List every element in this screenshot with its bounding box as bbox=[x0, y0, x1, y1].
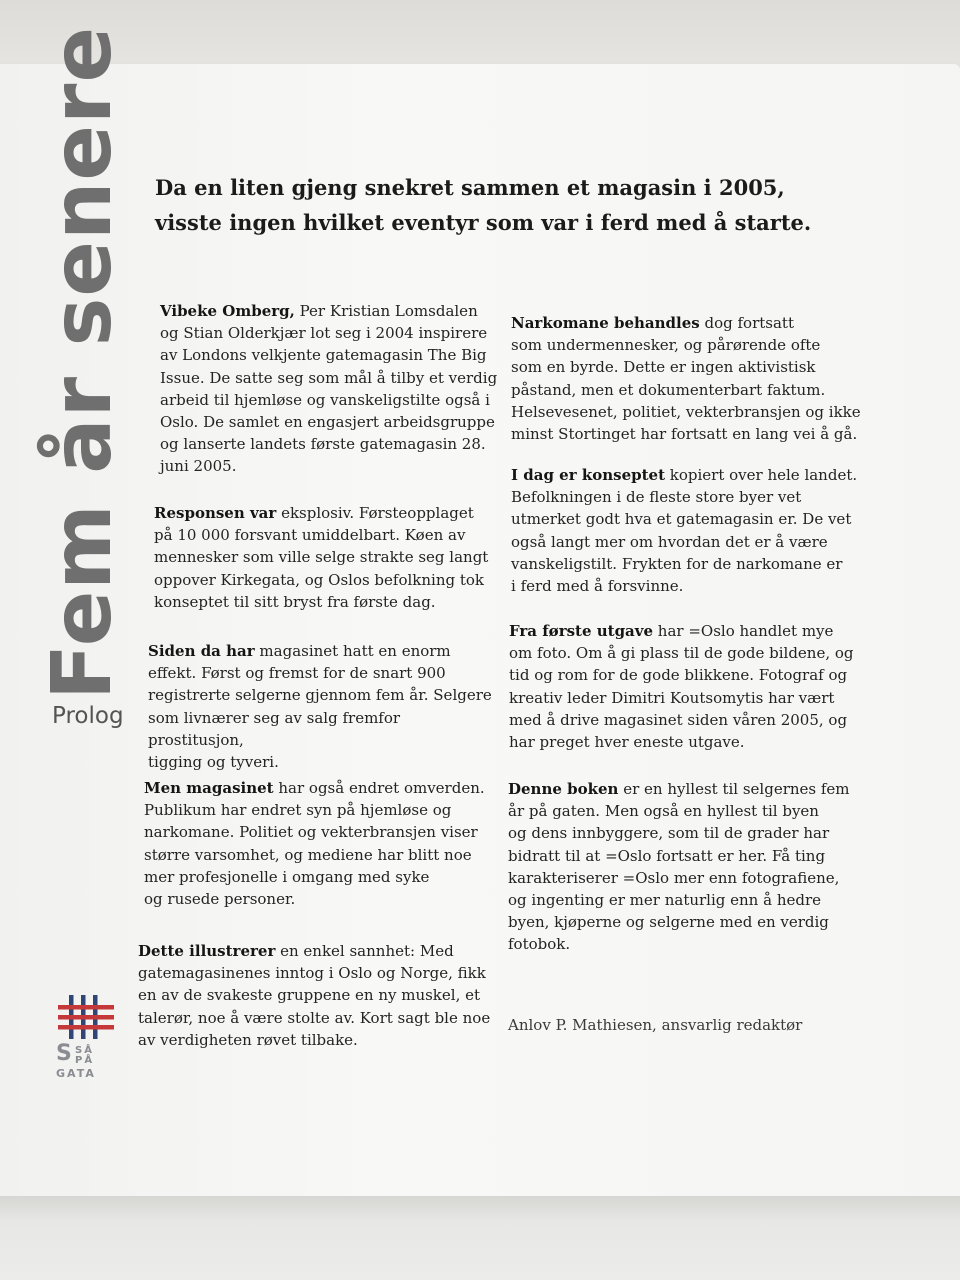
left-paragraph-2: Responsen var eksplosiv. Førsteopplaget på 10 000 forsvant umiddelbart. Køen av mennesker som ville selge strakte seg langt oppover Kirkegata, og Oslos befolkning tok konseptet til sitt bryst fra første dag. bbox=[154, 504, 489, 611]
paragraph-lead: Responsen var bbox=[154, 504, 277, 522]
right-paragraph-2: I dag er konseptet kopiert over hele landet. Befolkningen i de fleste store byer vet utmerket godt hva et gatemagasin er. De vet også langt mer om hvordan det er å være vanskeligstilt. Frykten for de narkomane er i ferd med å forsvinne. bbox=[511, 466, 858, 596]
vertical-title: Fem år senere bbox=[35, 25, 130, 700]
left-paragraph-3: Siden da har magasinet hatt en enorm effekt. Først og fremst for de snart 900 registrerte selgerne gjennom fem år. Selgere som livnærer seg av salg fremfor prostitusjon, tigging og tyveri. bbox=[148, 642, 492, 772]
left-paragraph-1: Vibeke Omberg, Per Kristian Lomsdalen og Stian Olderkjær lot seg i 2004 inspirere av Londons velkjente gatemagasin The Big Issue. De satte seg som mål å tilby et verdig arbeid til hjemløse og vanskeligstilte også i Oslo. De samlet en engasjert arbeidsgruppe og lanserte landets første gatemagasin 28. juni 2005. bbox=[160, 302, 498, 476]
paragraph-lead: Narkomane behandles bbox=[511, 314, 700, 332]
logo-text: PÅ bbox=[75, 1055, 95, 1066]
hash-mark bbox=[58, 995, 114, 1039]
intro-heading bbox=[155, 170, 845, 240]
page-edge bbox=[0, 1196, 960, 1280]
paragraph-lead: Vibeke Omberg, bbox=[160, 302, 295, 320]
intro-line: visste ingen hvilket eventyr som var i ferd med å starte. bbox=[155, 210, 812, 235]
right-paragraph-1: Narkomane behandles dog fortsatt som undermennesker, og pårørende ofte som en byrde. Dette er ingen aktivistisk påstand, men et dokumenterbart faktum. Helsevesenet, politiet, vekterbransjen og ikke minst Stortinget har fortsatt en lang vei å gå. bbox=[511, 314, 861, 444]
logo-text: SÅ bbox=[75, 1045, 94, 1056]
logo-letter-s: S bbox=[56, 1041, 72, 1066]
right-paragraph-4: Denne boken er en hyllest til selgernes fem år på gaten. Men også en hyllest til byen og dens innbyggere, som til de grader har bidratt til at =Oslo fortsatt er her. Få ting karakteriserer =Oslo mer enn fotografiene, og ingenting er mer naturlig enn å hedre byen, kjøperne og selgerne med en verdig fotobok. bbox=[508, 780, 850, 954]
section-label: Prolog bbox=[52, 703, 124, 729]
paragraph-lead: Fra første utgave bbox=[509, 622, 654, 640]
paragraph-lead: Dette illustrerer bbox=[138, 942, 276, 960]
intro-line: Da en liten gjeng snekret sammen et magasin i 2005, bbox=[155, 175, 785, 200]
logo-text: GATA bbox=[56, 1067, 96, 1080]
left-paragraph-4: Men magasinet har også endret omverden. Publikum har endret syn på hjemløse og narkomane. Politiet og vekterbransjen viser større varsomhet, og mediene har blitt noe mer profesjonelle i omgang med syke og rusede personer. bbox=[144, 779, 485, 909]
paragraph-lead: Denne boken bbox=[508, 780, 619, 798]
left-paragraph-5: Dette illustrerer en enkel sannhet: Med gatemagasinenes inntog i Oslo og Norge, fikk en av de svakeste gruppene en ny muskel, et talerør, noe å være stolte av. Kort sagt ble noe av verdigheten røvet tilbake. bbox=[138, 942, 491, 1049]
paragraph-lead: Siden da har bbox=[148, 642, 255, 660]
signature: Anlov P. Mathiesen, ansvarlig redaktør bbox=[508, 1016, 803, 1034]
paragraph-lead: I dag er konseptet bbox=[511, 466, 666, 484]
background-top bbox=[0, 0, 960, 70]
paragraph-lead: Men magasinet bbox=[144, 779, 274, 797]
hash-logo-icon bbox=[55, 993, 117, 1083]
right-paragraph-3: Fra første utgave har =Oslo handlet mye om foto. Om å gi plass til de gode bildene, og tid og rom for de gode blikkene. Fotograf og kreativ leder Dimitri Koutsomytis har vært med å drive magasinet siden våren 2005, og har preget hver eneste utgave. bbox=[509, 622, 854, 752]
